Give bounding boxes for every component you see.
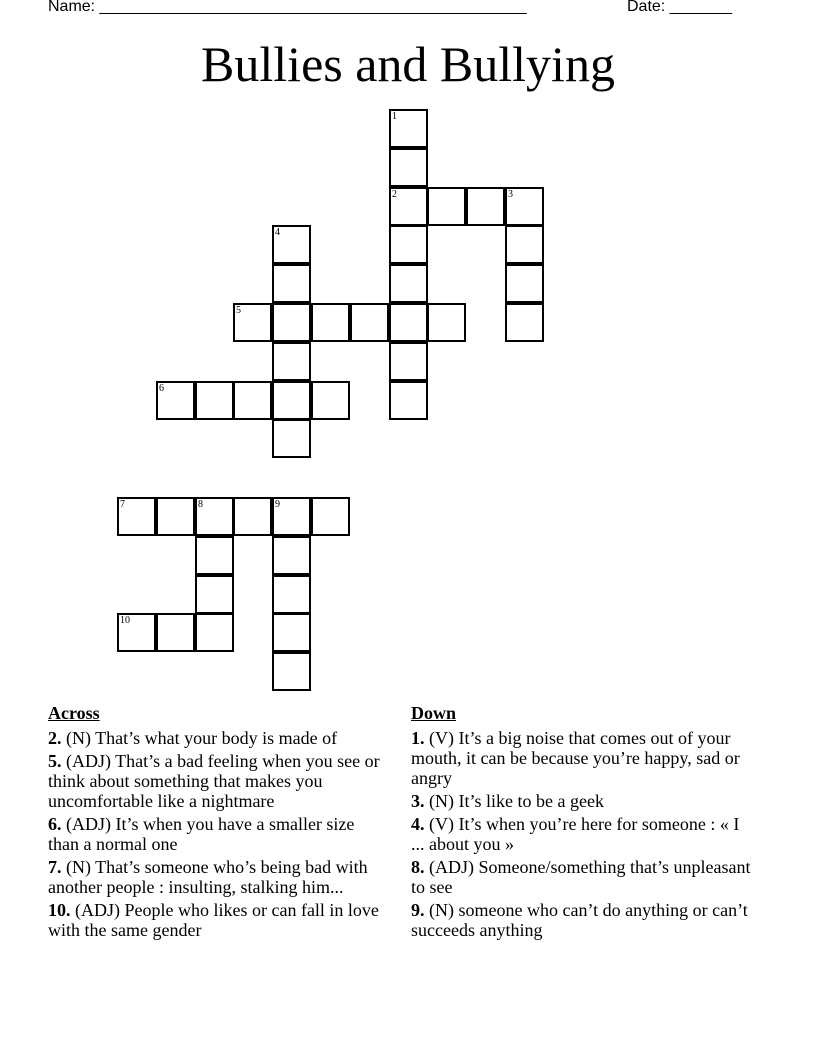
cell-number: 8 (198, 499, 203, 510)
across-clue-5 (48, 751, 388, 811)
crossword-cell[interactable] (272, 264, 311, 303)
page-title: Bullies and Bullying (201, 36, 615, 92)
cell-number: 1 (392, 111, 397, 122)
cell-number: 6 (159, 383, 164, 394)
clue-number: 4. (411, 814, 425, 834)
crossword-cell[interactable] (389, 303, 428, 342)
crossword-cell[interactable] (505, 187, 544, 226)
crossword-cell[interactable] (272, 303, 311, 342)
crossword-cell[interactable] (311, 303, 350, 342)
across-clue-7 (48, 857, 388, 897)
crossword-cell[interactable] (389, 342, 428, 381)
crossword-cell[interactable] (389, 148, 428, 187)
down-clue-3 (411, 791, 751, 811)
clue-number: 9. (411, 900, 425, 920)
crossword-cell[interactable] (427, 187, 466, 226)
across-heading: Across (48, 703, 100, 723)
crossword-cell[interactable] (195, 381, 234, 420)
across-clues (48, 702, 388, 943)
crossword-cell[interactable] (505, 264, 544, 303)
cell-number: 4 (275, 227, 280, 238)
down-clue-1 (411, 728, 751, 788)
across-clue-2 (48, 728, 388, 748)
clue-text: (N) That’s what your body is made of (61, 728, 338, 748)
crossword-cell[interactable] (272, 381, 311, 420)
crossword-cell[interactable] (427, 303, 466, 342)
down-clues (411, 702, 751, 943)
cell-number: 7 (120, 499, 125, 510)
crossword-cell[interactable] (272, 225, 311, 264)
clue-number: 1. (411, 728, 425, 748)
crossword-cell[interactable] (156, 497, 195, 536)
clue-text: (N) someone who can’t do anything or can’t succeeds anything (411, 900, 748, 940)
crossword-cell[interactable] (195, 613, 234, 652)
crossword-cell[interactable] (505, 225, 544, 264)
cell-number: 10 (120, 615, 130, 626)
crossword-cell[interactable] (272, 419, 311, 458)
crossword-cell[interactable] (156, 613, 195, 652)
crossword-cell[interactable] (195, 575, 234, 614)
crossword-cell[interactable] (272, 497, 311, 536)
down-clue-8 (411, 857, 751, 897)
clue-text: (V) It’s when you’re here for someone : « I ... about you » (411, 814, 740, 854)
crossword-cell[interactable] (272, 575, 311, 614)
crossword-cell[interactable] (389, 225, 428, 264)
cell-number: 3 (508, 189, 513, 200)
crossword-cell[interactable] (389, 187, 428, 226)
crossword-cell[interactable] (389, 381, 428, 420)
clue-text: (ADJ) Someone/something that’s unpleasant to see (411, 857, 751, 897)
crossword-cell[interactable] (466, 187, 505, 226)
name-field-label: Name: ________________________________________________ (48, 0, 527, 15)
clue-text: (ADJ) People who likes or can fall in love with the same gender (48, 900, 379, 940)
crossword-cell[interactable] (311, 381, 350, 420)
clue-number: 7. (48, 857, 62, 877)
across-clue-6 (48, 814, 388, 854)
crossword-cell[interactable] (272, 536, 311, 575)
crossword-cell[interactable] (195, 497, 234, 536)
across-clue-10 (48, 900, 388, 940)
clue-number: 8. (411, 857, 425, 877)
crossword-cell[interactable] (117, 497, 156, 536)
crossword-cell[interactable] (311, 497, 350, 536)
clue-number: 10. (48, 900, 71, 920)
clue-text: (ADJ) That’s a bad feeling when you see or think about something that makes you uncomfortable like a nightmare (48, 751, 380, 811)
clue-text: (N) It’s like to be a geek (424, 791, 604, 811)
cell-number: 5 (236, 305, 241, 316)
crossword-cell[interactable] (195, 536, 234, 575)
crossword-cell[interactable] (389, 264, 428, 303)
clue-text: (ADJ) It’s when you have a smaller size than a normal one (48, 814, 355, 854)
crossword-cell[interactable] (389, 109, 428, 148)
clue-number: 3. (411, 791, 425, 811)
crossword-cell[interactable] (233, 381, 272, 420)
clue-number: 5. (48, 751, 62, 771)
date-field-label: Date: _______ (627, 0, 732, 15)
crossword-cell[interactable] (272, 342, 311, 381)
crossword-cell[interactable] (350, 303, 389, 342)
cell-number: 2 (392, 189, 397, 200)
crossword-cell[interactable] (272, 613, 311, 652)
crossword-cell[interactable] (117, 613, 156, 652)
crossword-cell[interactable] (156, 381, 195, 420)
clue-text: (V) It’s a big noise that comes out of your mouth, it can be because you’re happy, sad or angry (411, 728, 740, 788)
crossword-cell[interactable] (505, 303, 544, 342)
clue-number: 2. (48, 728, 62, 748)
down-heading: Down (411, 703, 457, 723)
cell-number: 9 (275, 499, 280, 510)
crossword-cell[interactable] (233, 497, 272, 536)
crossword-cell[interactable] (272, 652, 311, 691)
clue-text: (N) That’s someone who’s being bad with another people : insulting, stalking him... (48, 857, 368, 897)
crossword-cell[interactable] (233, 303, 272, 342)
down-clue-4 (411, 814, 751, 854)
down-clue-9 (411, 900, 751, 940)
clue-number: 6. (48, 814, 62, 834)
